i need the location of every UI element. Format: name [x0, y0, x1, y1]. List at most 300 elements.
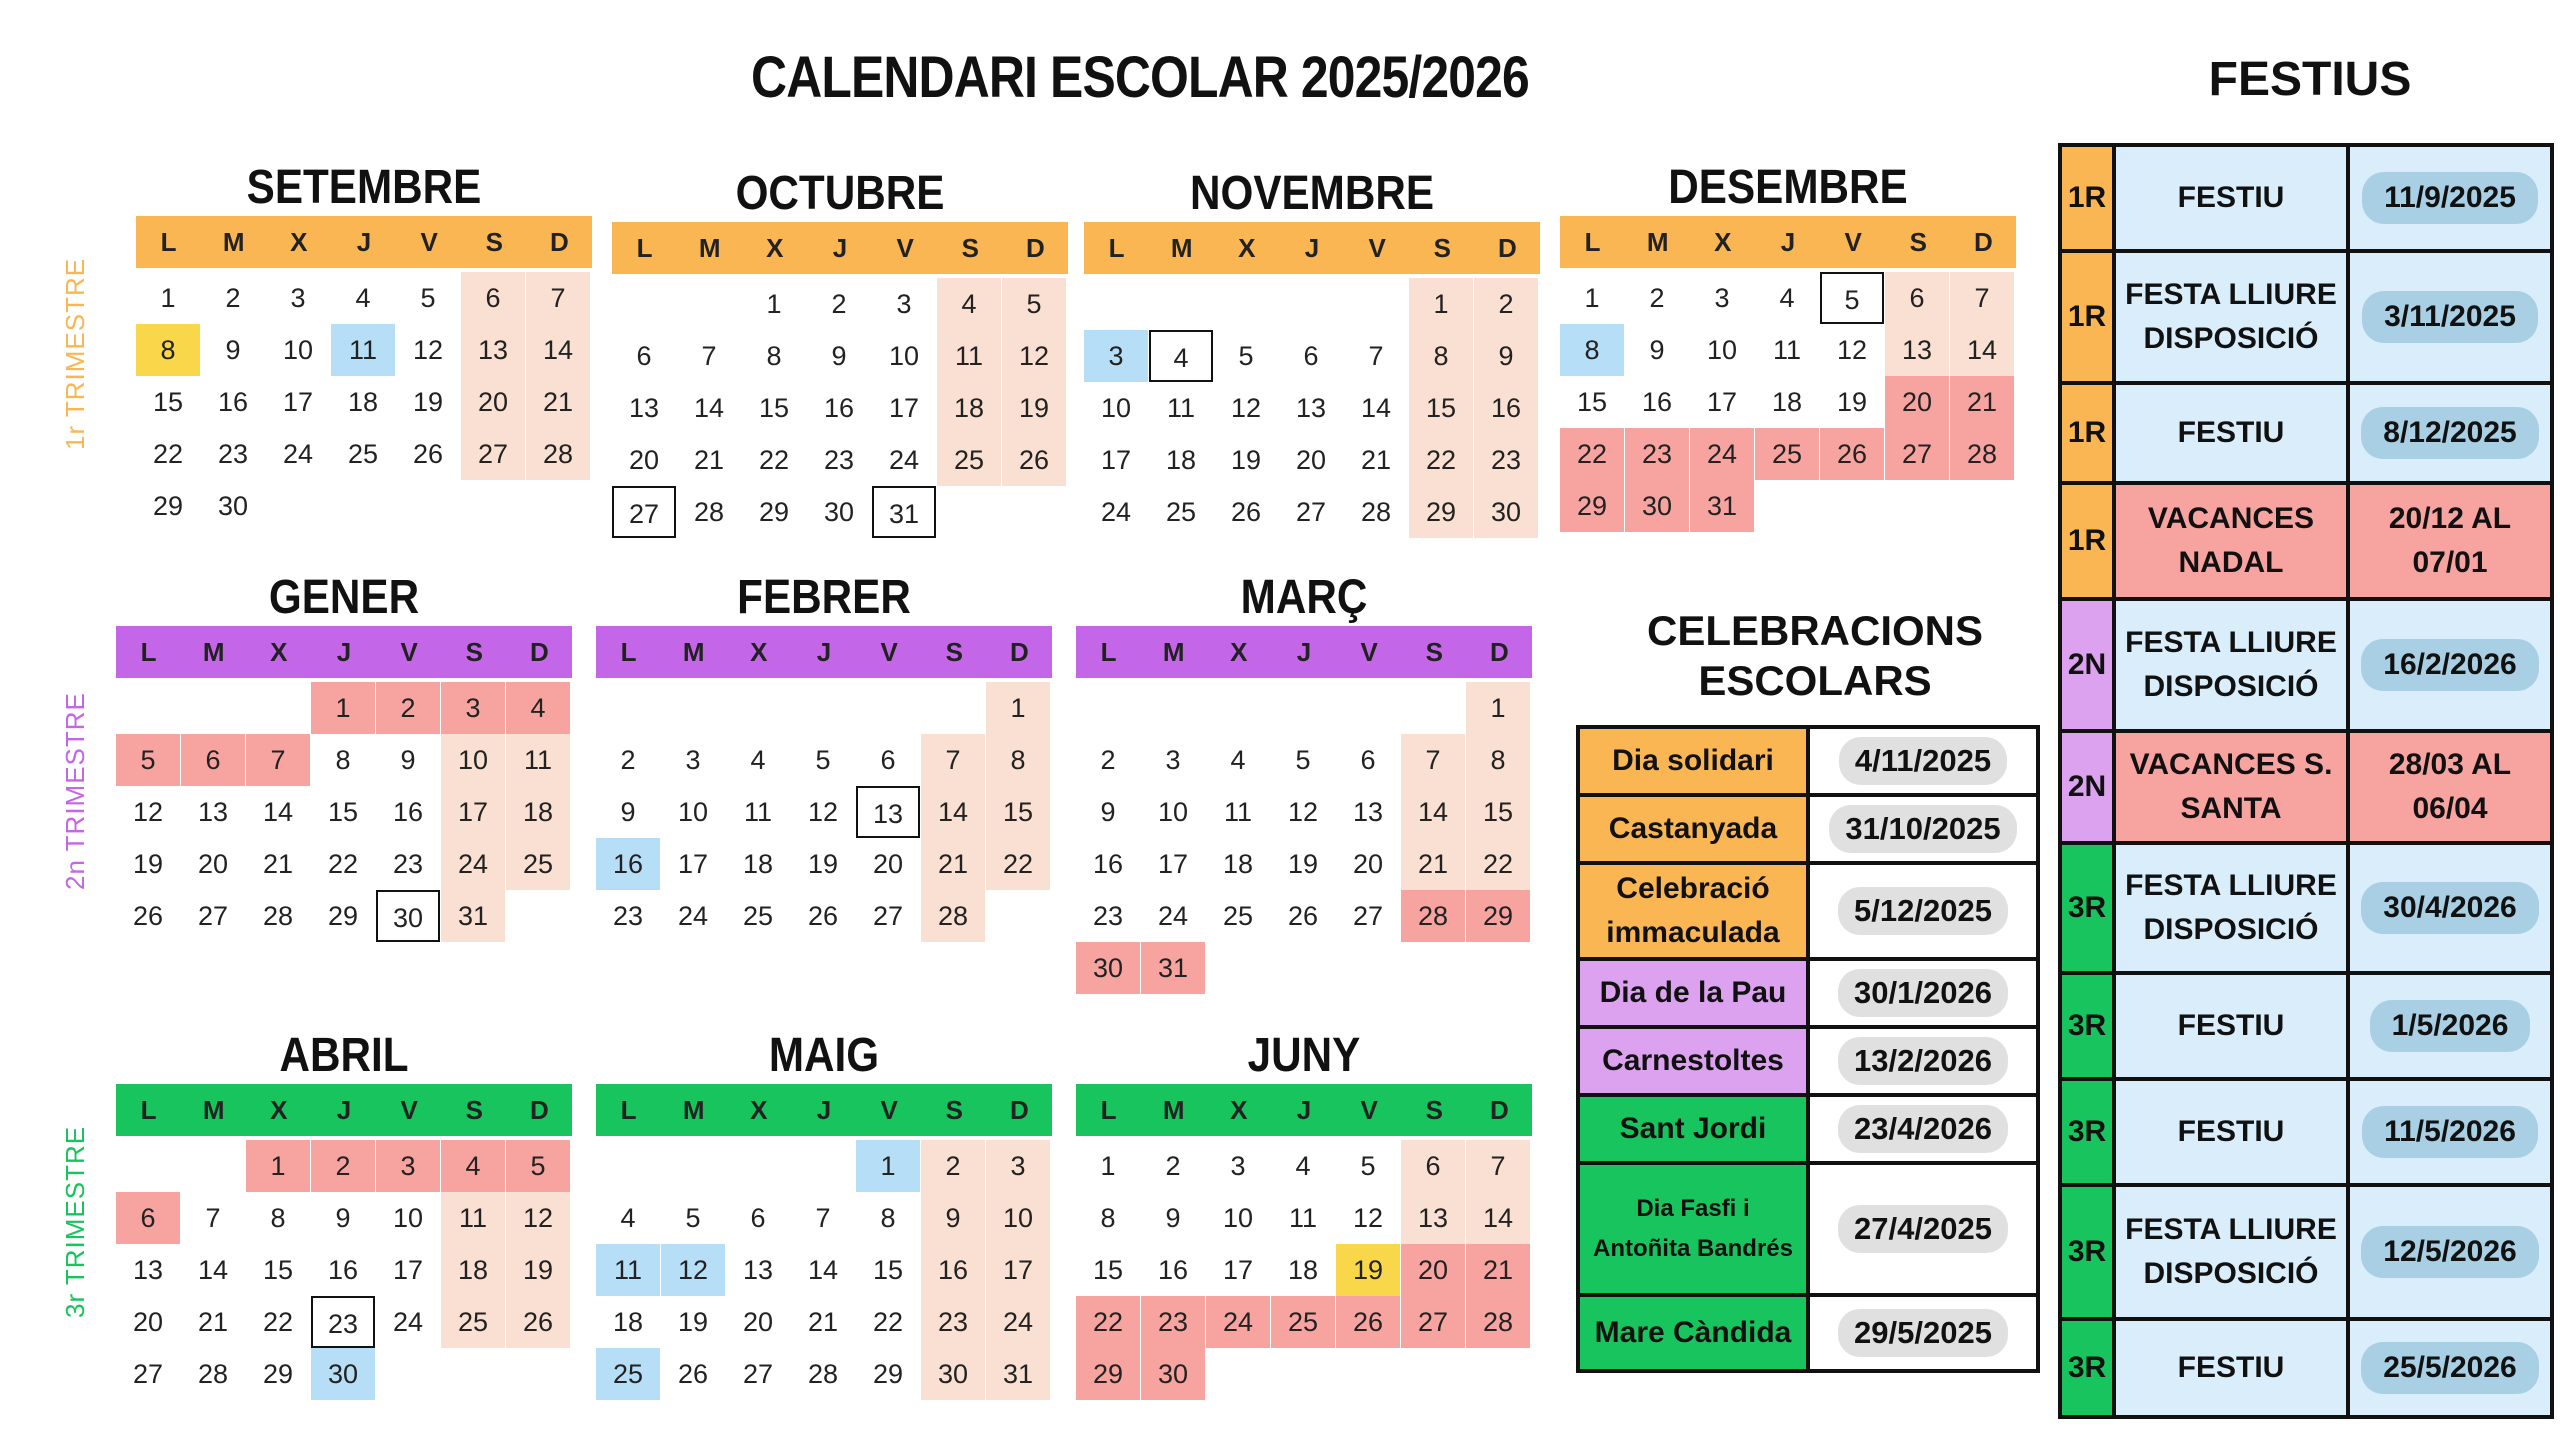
weekday-label: D: [1974, 227, 1993, 257]
festiu-row: [2062, 485, 2550, 601]
day-cell: 22: [1560, 428, 1624, 480]
celebration-row: [1580, 1029, 2036, 1097]
day-cell: 23: [823, 445, 855, 475]
day-cell: 15: [152, 387, 184, 417]
weekday-label: V: [1844, 227, 1862, 257]
weekday-label: V: [896, 233, 914, 263]
day-cell: 17: [677, 849, 709, 879]
festiu-date: 3/11/2025: [2362, 291, 2538, 343]
day-cell: 2: [1649, 283, 1665, 313]
celebration-name: Carnestoltes: [1580, 1029, 1810, 1097]
weekday-label: X: [1238, 233, 1256, 263]
day-cell: 6: [461, 272, 525, 324]
day-cell: 17: [986, 1244, 1050, 1296]
day-cell: 29: [152, 491, 184, 521]
day-cell: 27: [612, 486, 676, 538]
day-cell: 16: [217, 387, 249, 417]
day-cell: 5: [116, 734, 180, 786]
festiu-date: 20/12 AL 07/01: [2388, 502, 2512, 579]
celebration-row: [1580, 797, 2036, 865]
day-cell: 1: [1466, 682, 1530, 734]
weekday-label: D: [550, 227, 569, 257]
day-cell: 14: [197, 1255, 229, 1285]
page-title: CALENDARI ESCOLAR 2025/2026: [751, 45, 1529, 110]
day-cell: 20: [1295, 445, 1327, 475]
day-cell: 13: [742, 1255, 774, 1285]
day-cell: 24: [1690, 428, 1754, 480]
day-cell: 9: [335, 1203, 351, 1233]
day-cell: 31: [986, 1348, 1050, 1400]
weekday-label: S: [485, 227, 503, 257]
day-cell: 17: [1706, 387, 1738, 417]
festiu-date: 1/5/2026: [2370, 1000, 2531, 1052]
day-cell: 1: [160, 283, 176, 313]
day-cell: 1: [1409, 278, 1473, 330]
day-cell: 1: [986, 682, 1050, 734]
day-cell: 4: [620, 1203, 636, 1233]
day-cell: 28: [1950, 428, 2014, 480]
celebration-row: [1580, 1097, 2036, 1165]
day-cell: 24: [1157, 901, 1189, 931]
day-cell: 8: [1100, 1203, 1116, 1233]
day-cell: 4: [506, 682, 570, 734]
day-cell: 7: [701, 341, 717, 371]
day-cell: 2: [376, 682, 440, 734]
weekday-label: X: [750, 1095, 768, 1125]
day-cell: 26: [1230, 497, 1262, 527]
day-cell: 4: [1230, 745, 1246, 775]
day-cell: 10: [392, 1203, 424, 1233]
day-cell: 13: [1885, 324, 1949, 376]
day-cell: 23: [1141, 1296, 1205, 1348]
day-cell: 12: [132, 797, 164, 827]
weekday-header: [612, 222, 1068, 274]
day-cell: 2: [1100, 745, 1116, 775]
celebration-row: [1580, 729, 2036, 797]
day-cell: 13: [461, 324, 525, 376]
festiu-trimester-tag: 2N: [2062, 733, 2116, 845]
weekday-label: J: [816, 637, 832, 667]
day-cell: 28: [693, 497, 725, 527]
festiu-name: FESTA LLIURE DISPOSICIÓ: [2116, 845, 2350, 975]
day-cell: 29: [1466, 890, 1530, 942]
day-cell: 11: [1772, 335, 1802, 365]
festiu-name: VACANCES NADAL: [2116, 485, 2350, 601]
day-cell: 31: [1141, 942, 1205, 994]
weekday-label: S: [961, 233, 979, 263]
day-cell: 20: [197, 849, 229, 879]
day-cell: 26: [1336, 1296, 1400, 1348]
weekday-label: L: [1100, 637, 1117, 667]
day-cell: 30: [1076, 942, 1140, 994]
day-cell: 30: [1474, 486, 1538, 538]
day-cell: 7: [1950, 272, 2014, 324]
weekday-header: [596, 626, 1052, 678]
day-cell: 2: [311, 1140, 375, 1192]
day-cell: 22: [1466, 838, 1530, 890]
day-cell: 14: [1950, 324, 2014, 376]
festiu-date: 30/4/2026: [2361, 882, 2538, 934]
day-cell: 26: [132, 901, 164, 931]
day-cell: 25: [1271, 1296, 1335, 1348]
weekday-label: D: [1026, 233, 1045, 263]
day-cell: 27: [1295, 497, 1327, 527]
celebration-name: Dia solidari: [1580, 729, 1810, 797]
day-cell: 11: [596, 1244, 660, 1296]
celebration-row: [1580, 1165, 2036, 1297]
day-cell: 29: [1076, 1348, 1140, 1400]
festiu-name: FESTIU: [2116, 1321, 2350, 1415]
weekday-label: M: [682, 1095, 705, 1125]
day-cell: 26: [807, 901, 839, 931]
day-cell: 27: [1352, 901, 1384, 931]
festiu-row: [2062, 1081, 2550, 1187]
day-cell: 7: [1466, 1140, 1530, 1192]
weekday-label: D: [530, 1095, 549, 1125]
day-cell: 17: [441, 786, 505, 838]
day-cell: 20: [1885, 376, 1949, 428]
day-cell: 11: [1288, 1203, 1318, 1233]
day-cell: 8: [1560, 324, 1624, 376]
celebration-row: [1580, 865, 2036, 961]
day-cell: 22: [152, 439, 184, 469]
day-cell: 30: [217, 491, 249, 521]
festiu-trimester-tag: 3R: [2062, 975, 2116, 1081]
day-cell: 20: [1352, 849, 1384, 879]
day-cell: 17: [888, 393, 920, 423]
day-cell: 21: [197, 1307, 229, 1337]
day-cell: 23: [612, 901, 644, 931]
day-cell: 24: [888, 445, 920, 475]
day-cell: 9: [1165, 1203, 1181, 1233]
day-cell: 3: [986, 1140, 1050, 1192]
day-cell: 21: [262, 849, 294, 879]
day-cell: 4: [441, 1140, 505, 1192]
day-cell: 28: [921, 890, 985, 942]
day-cell: 30: [1141, 1348, 1205, 1400]
day-cell: 25: [347, 439, 379, 469]
day-cell: 24: [986, 1296, 1050, 1348]
day-cell: 20: [628, 445, 660, 475]
weekday-label: S: [1425, 637, 1443, 667]
day-cell: 24: [1206, 1296, 1270, 1348]
day-cell: 29: [1409, 486, 1473, 538]
weekday-label: D: [1010, 637, 1029, 667]
day-cell: 25: [441, 1296, 505, 1348]
day-cell: 4: [937, 278, 1001, 330]
festiu-trimester-tag: 1R: [2062, 147, 2116, 253]
day-cell: 7: [205, 1203, 221, 1233]
day-cell: 13: [1295, 393, 1327, 423]
festiu-name: FESTIU: [2116, 975, 2350, 1081]
festiu-row: [2062, 733, 2550, 845]
day-cell: 13: [1401, 1192, 1465, 1244]
day-cell: 3: [441, 682, 505, 734]
day-cell: 14: [262, 797, 294, 827]
weekday-label: V: [400, 1095, 418, 1125]
day-cell: 1: [311, 682, 375, 734]
day-cell: 4: [1149, 330, 1213, 382]
day-cell: 14: [807, 1255, 839, 1285]
celebration-date: 4/11/2025: [1839, 737, 2007, 785]
celebration-name: Dia de la Pau: [1580, 961, 1810, 1029]
weekday-label: V: [420, 227, 438, 257]
day-cell: 21: [526, 376, 590, 428]
weekday-label: V: [400, 637, 418, 667]
weekday-label: V: [880, 1095, 898, 1125]
day-cell: 15: [1576, 387, 1608, 417]
day-cell: 19: [1002, 382, 1066, 434]
day-cell: 15: [1092, 1255, 1124, 1285]
weekday-label: X: [750, 637, 768, 667]
weekday-label: J: [1780, 227, 1796, 257]
festiu-name: FESTIU: [2116, 385, 2350, 485]
day-cell: 16: [327, 1255, 359, 1285]
day-cell: 5: [1295, 745, 1311, 775]
festiu-name: FESTIU: [2116, 1081, 2350, 1187]
weekday-label: M: [1170, 233, 1193, 263]
day-cell: 15: [986, 786, 1050, 838]
day-cell: 26: [506, 1296, 570, 1348]
weekday-label: S: [465, 1095, 483, 1125]
day-cell: 22: [758, 445, 790, 475]
weekday-label: X: [766, 233, 784, 263]
day-cell: 24: [441, 838, 505, 890]
weekday-label: L: [620, 1095, 637, 1125]
day-cell: 21: [1950, 376, 2014, 428]
day-cell: 17: [282, 387, 314, 417]
day-cell: 8: [270, 1203, 286, 1233]
day-cell: 11: [937, 330, 1001, 382]
weekday-label: D: [530, 637, 549, 667]
day-cell: 16: [921, 1244, 985, 1296]
weekday-label: D: [1498, 233, 1517, 263]
day-cell: 3: [1714, 283, 1730, 313]
day-cell: 4: [1295, 1151, 1311, 1181]
day-cell: 24: [1100, 497, 1132, 527]
day-cell: 18: [441, 1244, 505, 1296]
weekday-header: [116, 626, 572, 678]
day-cell: 14: [1466, 1192, 1530, 1244]
day-cell: 25: [1755, 428, 1819, 480]
day-cell: 22: [1076, 1296, 1140, 1348]
day-cell: 22: [327, 849, 359, 879]
day-cell: 29: [758, 497, 790, 527]
day-cell: 16: [1641, 387, 1673, 417]
day-cell: 11: [331, 324, 395, 376]
day-cell: 23: [1474, 434, 1538, 486]
day-cell: 6: [1401, 1140, 1465, 1192]
day-cell: 27: [872, 901, 904, 931]
day-cell: 31: [872, 486, 936, 538]
day-cell: 5: [506, 1140, 570, 1192]
day-cell: 21: [693, 445, 725, 475]
day-cell: 11: [1223, 797, 1253, 827]
day-cell: 12: [506, 1192, 570, 1244]
day-cell: 5: [1238, 341, 1254, 371]
day-cell: 28: [1466, 1296, 1530, 1348]
day-cell: 4: [750, 745, 766, 775]
festiu-name: FESTA LLIURE DISPOSICIÓ: [2116, 1187, 2350, 1321]
festius-table: [2058, 143, 2554, 1419]
day-cell: 13: [197, 797, 229, 827]
weekday-label: S: [1433, 233, 1451, 263]
month-name: MAIG: [768, 1029, 880, 1082]
day-cell: 12: [661, 1244, 725, 1296]
weekday-label: D: [1010, 1095, 1029, 1125]
festiu-trimester-tag: 2N: [2062, 601, 2116, 733]
festiu-name: FESTA LLIURE DISPOSICIÓ: [2116, 601, 2350, 733]
day-cell: 5: [1002, 278, 1066, 330]
trimester-label: 2n TRIMESTRE: [60, 692, 90, 890]
day-cell: 12: [1352, 1203, 1384, 1233]
weekday-label: S: [1909, 227, 1927, 257]
celebrations-table: [1576, 725, 2040, 1373]
day-cell: 20: [461, 376, 525, 428]
day-cell: 19: [677, 1307, 709, 1337]
day-cell: 14: [693, 393, 725, 423]
day-cell: 10: [986, 1192, 1050, 1244]
day-cell: 20: [1401, 1244, 1465, 1296]
weekday-label: M: [1162, 1095, 1185, 1125]
day-cell: 16: [596, 838, 660, 890]
day-cell: 10: [1222, 1203, 1254, 1233]
day-cell: 25: [742, 901, 774, 931]
day-cell: 8: [766, 341, 782, 371]
day-cell: 18: [347, 387, 379, 417]
day-cell: 12: [1836, 335, 1868, 365]
weekday-label: M: [202, 637, 225, 667]
weekday-label: L: [140, 637, 157, 667]
celebration-date: 29/5/2025: [1838, 1309, 2008, 1357]
day-cell: 22: [262, 1307, 294, 1337]
day-cell: 25: [596, 1348, 660, 1400]
festiu-row: [2062, 147, 2550, 253]
festius-title: FESTIUS: [2208, 53, 2412, 106]
day-cell: 3: [896, 289, 912, 319]
weekday-label: J: [1304, 233, 1320, 263]
day-cell: 28: [197, 1359, 229, 1389]
weekday-label: X: [1230, 1095, 1248, 1125]
day-cell: 30: [823, 497, 855, 527]
day-cell: 28: [526, 428, 590, 480]
day-cell: 21: [1360, 445, 1392, 475]
weekday-label: L: [160, 227, 177, 257]
celebrations-title: [1590, 606, 2040, 706]
day-cell: 2: [1474, 278, 1538, 330]
day-cell: 18: [1165, 445, 1197, 475]
weekday-label: L: [1584, 227, 1601, 257]
day-cell: 30: [376, 890, 440, 942]
day-cell: 9: [1649, 335, 1665, 365]
day-cell: 19: [1230, 445, 1262, 475]
day-cell: 25: [937, 434, 1001, 486]
day-cell: 19: [132, 849, 164, 879]
day-cell: 15: [872, 1255, 904, 1285]
day-cell: 9: [921, 1192, 985, 1244]
day-cell: 6: [880, 745, 896, 775]
weekday-label: D: [1490, 1095, 1509, 1125]
day-cell: 31: [441, 890, 505, 942]
day-cell: 18: [937, 382, 1001, 434]
weekday-header: [596, 1084, 1052, 1136]
celebration-date: 5/12/2025: [1838, 887, 2008, 935]
day-cell: 1: [246, 1140, 310, 1192]
festiu-name: FESTA LLIURE DISPOSICIÓ: [2116, 253, 2350, 385]
festiu-date: 25/5/2026: [2361, 1342, 2538, 1394]
day-cell: 2: [921, 1140, 985, 1192]
day-cell: 4: [355, 283, 371, 313]
celebration-date: 31/10/2025: [1829, 805, 2016, 853]
celebration-date: 13/2/2026: [1838, 1037, 2008, 1085]
day-cell: 21: [807, 1307, 839, 1337]
festiu-row: [2062, 253, 2550, 385]
day-cell: 8: [1409, 330, 1473, 382]
celebrations-title-line2: ESCOLARS: [1698, 657, 1932, 704]
day-cell: 27: [1885, 428, 1949, 480]
day-cell: 3: [1230, 1151, 1246, 1181]
weekday-label: V: [1360, 1095, 1378, 1125]
day-cell: 7: [815, 1203, 831, 1233]
day-cell: 8: [880, 1203, 896, 1233]
day-cell: 27: [742, 1359, 774, 1389]
day-cell: 28: [1401, 890, 1465, 942]
day-cell: 28: [262, 901, 294, 931]
day-cell: 13: [856, 786, 920, 838]
day-cell: 3: [685, 745, 701, 775]
day-cell: 9: [400, 745, 416, 775]
day-cell: 25: [1222, 901, 1254, 931]
day-cell: 16: [392, 797, 424, 827]
day-cell: 13: [1352, 797, 1384, 827]
weekday-label: D: [1490, 637, 1509, 667]
day-cell: 3: [376, 1140, 440, 1192]
day-cell: 12: [1287, 797, 1319, 827]
weekday-header: [1560, 216, 2016, 268]
weekday-header: [116, 1084, 572, 1136]
day-cell: 31: [1690, 480, 1754, 532]
day-cell: 12: [807, 797, 839, 827]
day-cell: 11: [743, 797, 773, 827]
day-cell: 10: [441, 734, 505, 786]
day-cell: 7: [921, 734, 985, 786]
day-cell: 1: [1584, 283, 1600, 313]
day-cell: 24: [392, 1307, 424, 1337]
weekday-label: X: [1230, 637, 1248, 667]
weekday-label: L: [140, 1095, 157, 1125]
weekday-label: X: [270, 1095, 288, 1125]
day-cell: 16: [1474, 382, 1538, 434]
weekday-header: [1084, 222, 1540, 274]
day-cell: 7: [526, 272, 590, 324]
weekday-label: S: [465, 637, 483, 667]
day-cell: 13: [132, 1255, 164, 1285]
day-cell: 11: [506, 734, 570, 786]
day-cell: 15: [1409, 382, 1473, 434]
festiu-name: VACANCES S. SANTA: [2116, 733, 2350, 845]
day-cell: 21: [921, 838, 985, 890]
day-cell: 12: [1230, 393, 1262, 423]
day-cell: 23: [1092, 901, 1124, 931]
day-cell: 15: [758, 393, 790, 423]
day-cell: 6: [750, 1203, 766, 1233]
day-cell: 5: [815, 745, 831, 775]
day-cell: 9: [1100, 797, 1116, 827]
day-cell: 27: [461, 428, 525, 480]
festiu-trimester-tag: 3R: [2062, 845, 2116, 975]
day-cell: 5: [420, 283, 436, 313]
day-cell: 18: [1222, 849, 1254, 879]
